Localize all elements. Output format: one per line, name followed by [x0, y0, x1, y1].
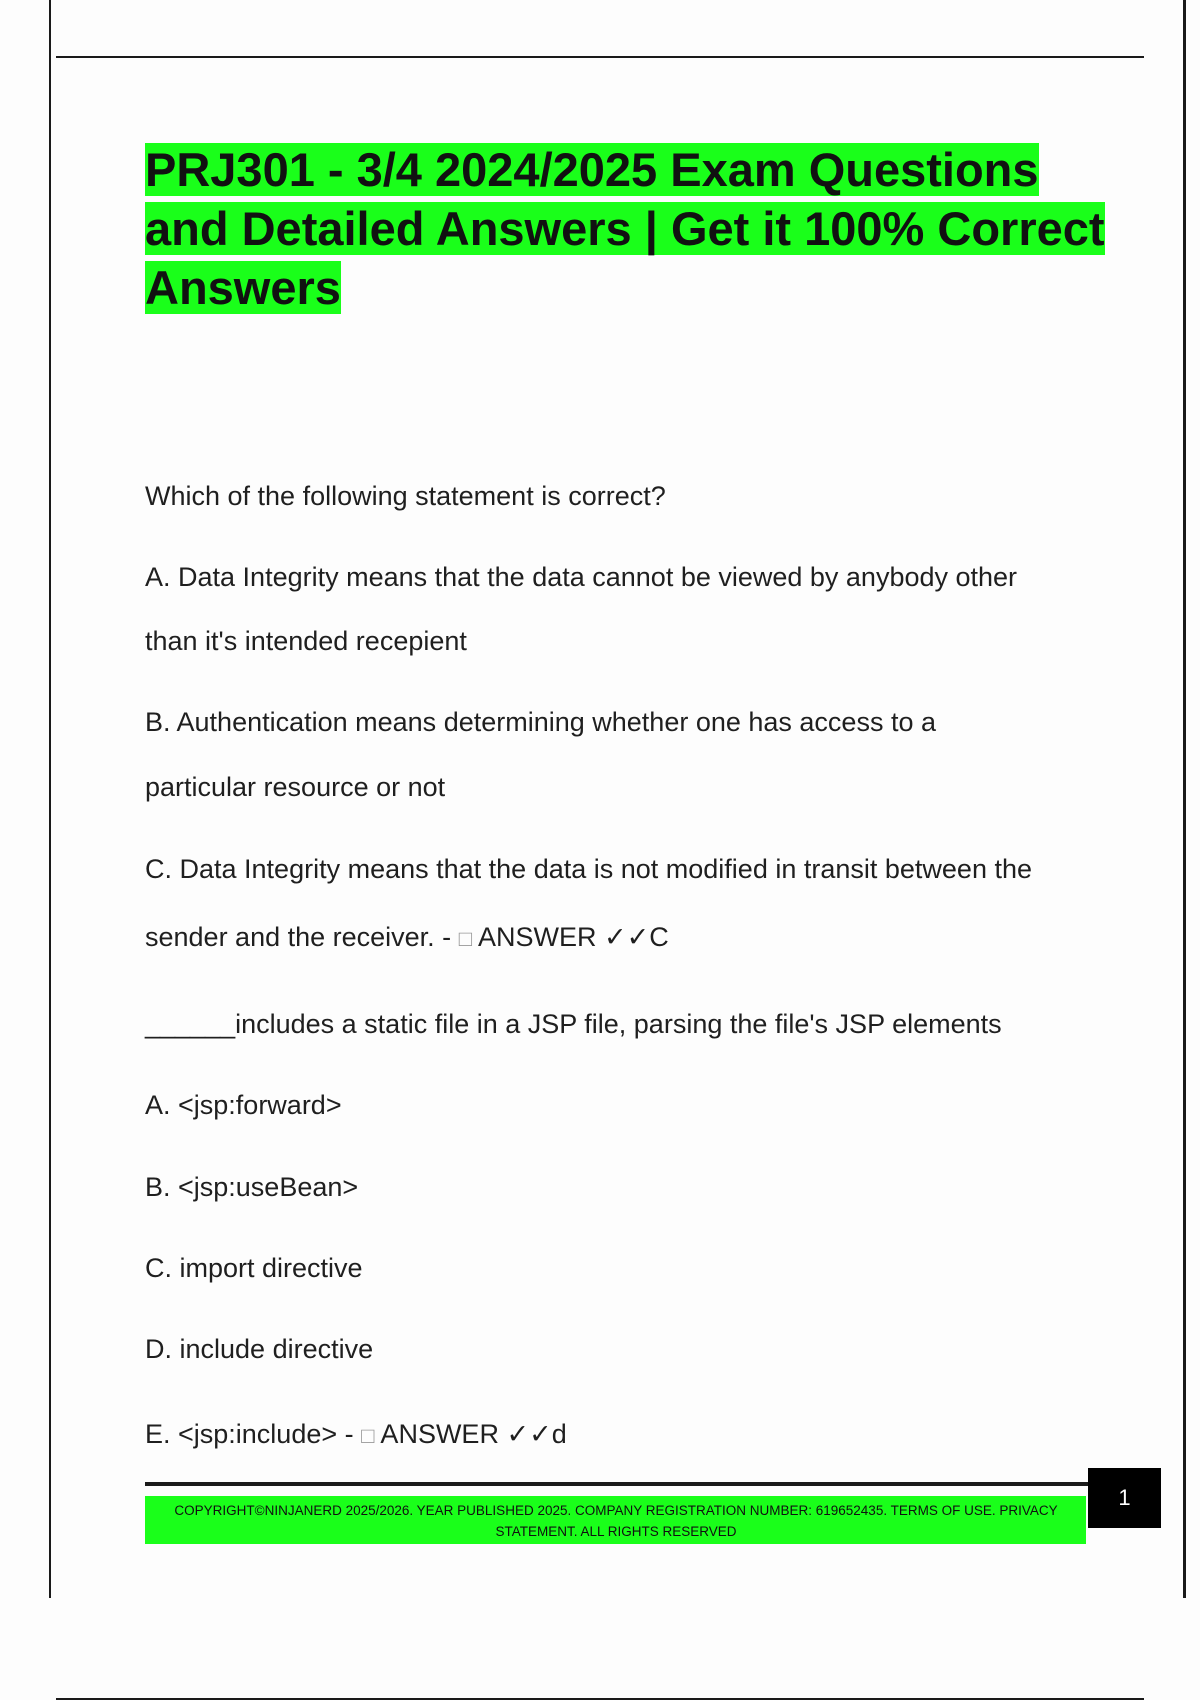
question-2-option-b: B. <jsp:useBean> — [145, 1172, 359, 1202]
question-1-option-a-line-1: A. Data Integrity means that the data cannot be viewed by anybody other — [145, 562, 1018, 592]
question-2-option-c: C. import directive — [145, 1253, 363, 1283]
header-rule — [56, 56, 1144, 58]
question-1-option-b-line-2: particular resource or not — [145, 772, 446, 802]
page-number: 1 — [1118, 1485, 1131, 1510]
question-1-option-c-line-2: sender and the receiver. - — [145, 922, 459, 952]
question-2-option-d: D. include directive — [145, 1334, 374, 1364]
question-1-prompt: Which of the following statement is correct? — [145, 481, 666, 511]
footer-rule — [145, 1482, 1090, 1486]
question-2-answer-line — [145, 1418, 1125, 1452]
question-1-option-b-line-1: B. Authentication means determining whether one has access to a — [145, 707, 936, 737]
checkbox-icon: □ — [361, 1423, 375, 1448]
checkbox-icon: □ — [458, 926, 472, 951]
footer-copyright: COPYRIGHT©NINJANERD 2025/2026. YEAR PUBLISHED 2025. COMPANY REGISTRATION NUMBER: 619652435. TERMS OF USE. PRIVACY STATEMENT. ALL RIGHTS RESERVED — [174, 1503, 1058, 1539]
page-number-badge — [1088, 1468, 1161, 1528]
question-2-option-a: A. <jsp:forward> — [145, 1090, 342, 1120]
question-1-answer-line — [145, 921, 1125, 955]
right-border-line — [1183, 0, 1186, 1598]
question-1-option-a-line-2: than it's intended recepient — [145, 626, 467, 656]
question-2-option-e: E. <jsp:include> - — [145, 1419, 362, 1449]
question-2-answer: ANSWER ✓✓d — [374, 1419, 567, 1449]
left-border-line — [49, 0, 51, 1598]
question-1-answer: ANSWER ✓✓C — [471, 922, 669, 952]
document-title: PRJ301 - 3/4 2024/2025 Exam Questions and Detailed Answers | Get it 100% Correct Answers — [145, 143, 1105, 314]
question-2-prompt: ______includes a static file in a JSP file, parsing the file's JSP elements — [145, 1009, 1002, 1039]
question-1-option-c-line-1: C. Data Integrity means that the data is not modified in transit between the — [145, 854, 1032, 884]
